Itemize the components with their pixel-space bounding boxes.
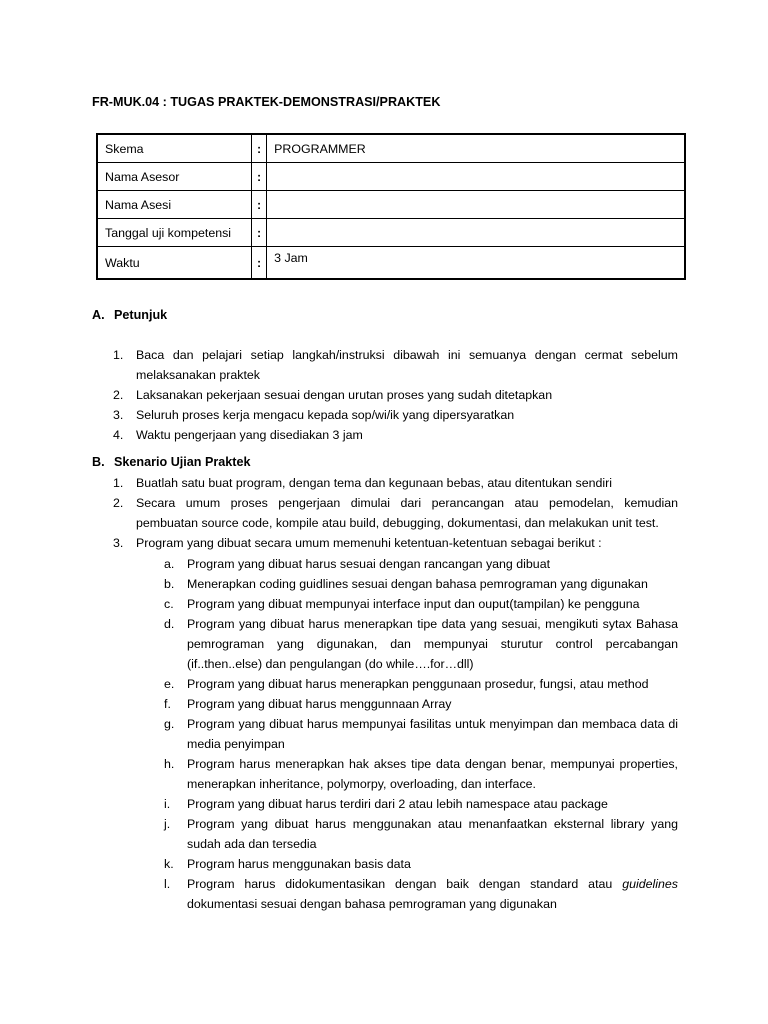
document-title: FR-MUK.04 : TUGAS PRAKTEK-DEMONSTRASI/PRAKTEK	[92, 95, 441, 109]
list-item	[113, 345, 678, 385]
item-text: Program yang dibuat harus menggunnaan Array	[187, 697, 452, 711]
item-letter: f.	[164, 697, 171, 711]
sublist-item	[164, 574, 678, 594]
sublist-item	[164, 874, 678, 914]
item-text: Program yang dibuat harus mempunyai fasilitas untuk menyimpan dan membaca data di media penyimpan	[187, 717, 678, 751]
item-number: 4.	[113, 428, 124, 442]
item-number: 2.	[113, 496, 124, 510]
item-text: Menerapkan coding guidlines sesuai dengan bahasa pemrograman yang digunakan	[187, 577, 648, 591]
section-b-heading	[92, 455, 251, 469]
list-item	[113, 493, 678, 533]
item-letter: e.	[164, 677, 175, 691]
ketentuan-sublist	[164, 554, 678, 914]
row-value	[267, 191, 685, 219]
sublist-item	[164, 674, 678, 694]
item-letter: c.	[164, 597, 174, 611]
row-colon: :	[252, 247, 267, 280]
row-colon: :	[252, 134, 267, 163]
item-number: 1.	[113, 476, 124, 490]
item-text: Program harus menerapkan hak akses tipe data dengan benar, mempunyai properties, menerapkan inheritance, polymorpy, overloading, dan interface.	[187, 757, 678, 791]
item-number: 2.	[113, 388, 124, 402]
sublist-item	[164, 694, 678, 714]
item-letter: i.	[164, 797, 171, 811]
item-letter: g.	[164, 717, 175, 731]
section-title: Skenario Ujian Praktek	[114, 455, 251, 469]
item-text: Secara umum proses pengerjaan dimulai dari perancangan atau pemodelan, kemudian pembuatan source code, kompile atau build, debugging, dokumentasi, dan melakukan unit test.	[136, 496, 678, 530]
item-text: Buatlah satu buat program, dengan tema dan kegunaan bebas, atau ditentukan sendiri	[136, 476, 613, 490]
item-text: Program harus menggunakan basis data	[187, 857, 411, 871]
item-text: Program yang dibuat harus terdiri dari 2 atau lebih namespace atau package	[187, 797, 608, 811]
item-text: Seluruh proses kerja mengacu kepada sop/wi/ik yang dipersyaratkan	[136, 408, 515, 422]
row-label: Nama Asesor	[97, 163, 252, 191]
sublist-item	[164, 814, 678, 854]
item-text: Program yang dibuat mempunyai interface input dan ouput(tampilan) ke pengguna	[187, 597, 640, 611]
list-item	[113, 425, 678, 445]
item-text-after: dokumentasi sesuai dengan bahasa pemrograman yang digunakan	[187, 897, 557, 911]
table-row-nama-asesi	[97, 191, 685, 219]
row-label: Waktu	[97, 247, 252, 280]
table-row-nama-asesor	[97, 163, 685, 191]
item-number: 1.	[113, 348, 124, 362]
info-table	[96, 133, 686, 280]
item-letter: b.	[164, 577, 175, 591]
section-letter: A.	[92, 308, 105, 322]
table-row-tanggal	[97, 219, 685, 247]
row-colon: :	[252, 191, 267, 219]
row-colon: :	[252, 219, 267, 247]
item-text: Program yang dibuat harus sesuai dengan rancangan yang dibuat	[187, 557, 551, 571]
sublist-item	[164, 614, 678, 674]
row-value	[267, 163, 685, 191]
sublist-item	[164, 854, 678, 874]
item-letter: k.	[164, 857, 174, 871]
sublist-item	[164, 594, 678, 614]
item-text: Program yang dibuat harus menerapkan tipe data yang sesuai, mengikuti sytax Bahasa pemrograman yang digunakan, dan mempunyai sturutur control percabangan (if..then..else) dan pengulangan (do while….for…dll)	[187, 617, 678, 671]
row-label: Tanggal uji kompetensi	[97, 219, 252, 247]
section-a-heading	[92, 308, 167, 322]
table-row-skema	[97, 134, 685, 163]
item-text: Laksanakan pekerjaan sesuai dengan urutan proses yang sudah ditetapkan	[136, 388, 553, 402]
row-label: Nama Asesi	[97, 191, 252, 219]
section-letter: B.	[92, 455, 105, 469]
item-text: Program yang dibuat secara umum memenuhi ketentuan-ketentuan sebagai berikut :	[136, 536, 602, 550]
petunjuk-list	[113, 345, 678, 445]
item-letter: d.	[164, 617, 175, 631]
item-text: Program yang dibuat harus menggunakan atau menanfaatkan eksternal library yang sudah ada dan tersedia	[187, 817, 678, 851]
table-row-waktu	[97, 247, 685, 280]
row-label: Skema	[97, 134, 252, 163]
sublist-item	[164, 714, 678, 754]
item-letter: j.	[164, 817, 171, 831]
sublist-item	[164, 554, 678, 574]
list-item	[113, 405, 678, 425]
item-text-italic: guidelines	[622, 877, 678, 891]
row-value	[267, 219, 685, 247]
item-text: Waktu pengerjaan yang disediakan 3 jam	[136, 428, 363, 442]
item-text: Program yang dibuat harus menerapkan penggunaan prosedur, fungsi, atau method	[187, 677, 649, 691]
skenario-list	[113, 473, 678, 553]
item-letter: l.	[164, 877, 171, 891]
item-letter: a.	[164, 557, 175, 571]
item-letter: h.	[164, 757, 175, 771]
list-item	[113, 533, 678, 553]
list-item	[113, 385, 678, 405]
row-value: 3 Jam	[267, 247, 685, 280]
item-text: Baca dan pelajari setiap langkah/instruksi dibawah ini semuanya dengan cermat sebelum melaksanakan praktek	[136, 348, 678, 382]
sublist-item	[164, 754, 678, 794]
section-title: Petunjuk	[114, 308, 168, 322]
row-colon: :	[252, 163, 267, 191]
list-item	[113, 473, 678, 493]
item-number: 3.	[113, 536, 124, 550]
item-number: 3.	[113, 408, 124, 422]
sublist-item	[164, 794, 678, 814]
row-value: PROGRAMMER	[267, 134, 685, 163]
item-text-before: Program harus didokumentasikan dengan baik dengan standard atau	[187, 877, 623, 891]
